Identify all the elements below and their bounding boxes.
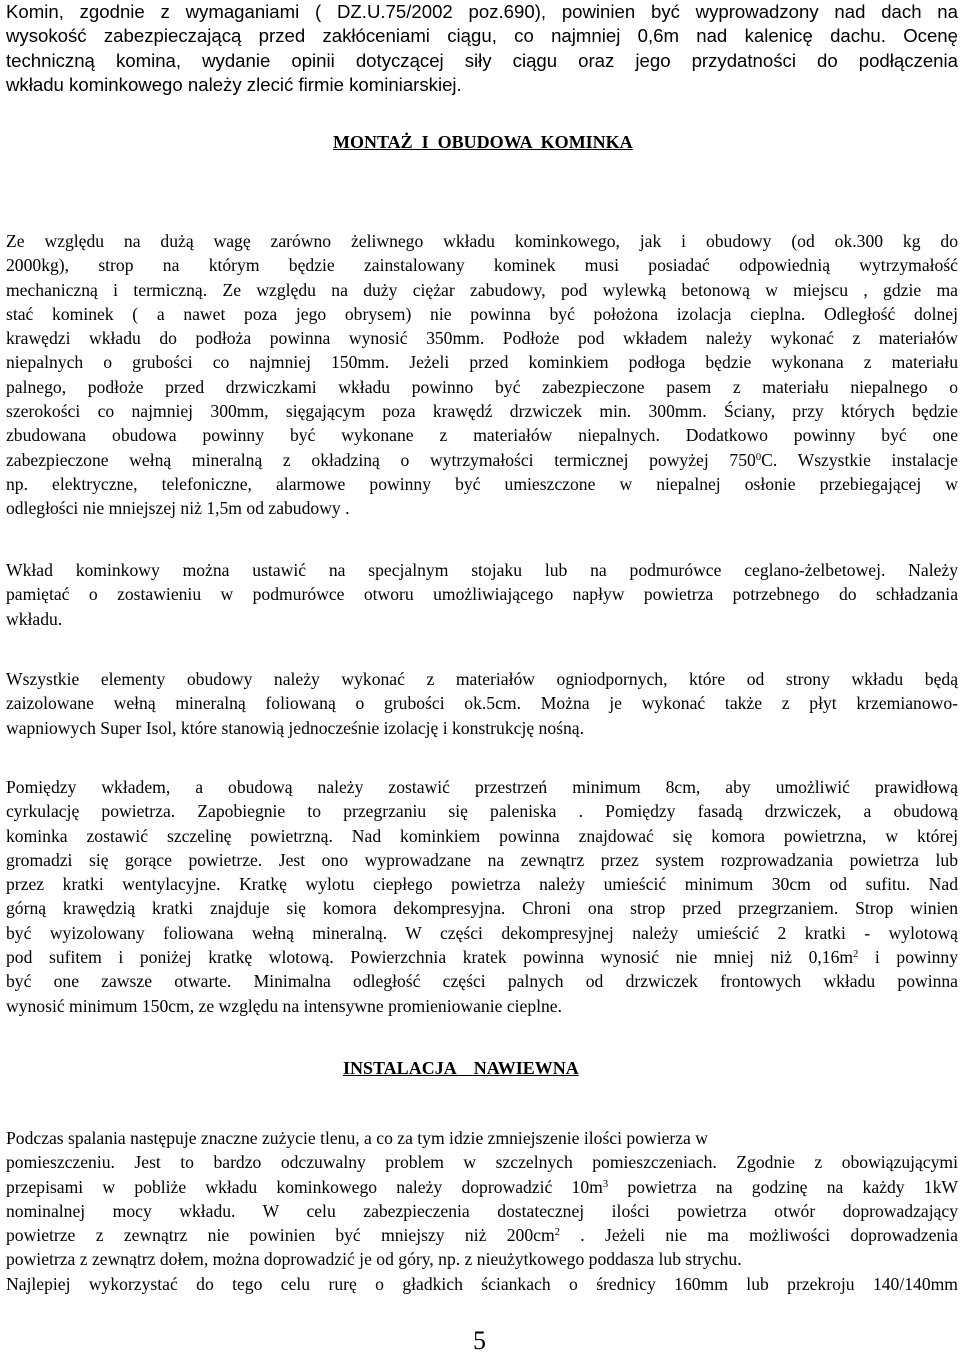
line-text: powietrze z zewnątrz nie powinien być mniejszy niż 200cm — [6, 1225, 555, 1246]
line-text: i powinny — [858, 947, 958, 968]
montaz-paragraph-1 — [6, 229, 958, 521]
paragraph-line: Najlepiej wykorzystać do tego celu rurę o gładkich ściankach o średnicy 160mm lub przekroju 140/140mm — [6, 1273, 958, 1294]
montaz-paragraph-3 — [6, 667, 958, 740]
paragraph-line: kominka zostawić szczelinę powietrzną. Nad kominkiem powinna znajdować się komora powietrzna, w której — [6, 825, 958, 846]
paragraph-line: cyrkulację powietrza. Zapobiegnie to przegrzaniu się paleniska . Pomiędzy fasadą drzwiczek, a obudową — [6, 801, 958, 822]
paragraph-line: Ze względu na dużą wagę zarówno żeliwnego wkładu kominkowego, jak i obudowy (od ok.300 kg do — [6, 231, 958, 251]
instalacja-paragraph-1 — [6, 1126, 958, 1296]
section-heading-montaz: MONTAŻ I OBUDOWA KOMINKA — [333, 132, 633, 152]
paragraph-line: górną krawędzią kratki znajduje się komora dekompresyjna. Chroni ona strop przed przegrzaniem. Strop winien — [6, 898, 958, 919]
line-text: pod sufitem i poniżej kratkę wlotową. Powierzchnia kratek powinna wynosić nie mniej niż 0,16m — [6, 947, 854, 968]
paragraph-line: nominalnej mocy wkładu. W celu zabezpieczenia dostatecznej ilości powietrza otwór doprowadzający — [6, 1200, 958, 1221]
paragraph-line: wapniowych Super Isol, które stanowią jednocześnie izolację i konstrukcję nośną. — [6, 717, 584, 738]
paragraph-line: mechaniczną i termiczną. Ze względu na duży ciężar zabudowy, pod wylewką betonową w miejscu , gdzie ma — [6, 279, 958, 300]
paragraph-line: powietrza z zewnątrz dołem, można doprowadzić je od góry, np. z nieużytkowego poddasza lub strychu. — [6, 1249, 742, 1270]
montaz-paragraph-4 — [6, 775, 958, 1018]
paragraph-line: pomieszczeniu. Jest to bardzo odczuwalny problem w szczelnych pomieszczeniach. Zgodnie z obowiązującymi — [6, 1152, 958, 1173]
page-number: 5 — [473, 1326, 486, 1355]
paragraph-line: krawędzi wkładu do podłoża powinna wynosić 350mm. Podłoże pod wkładem należy wykonać z materiałów — [6, 328, 958, 349]
intro-paragraph — [6, 0, 958, 97]
paragraph-line: szerokości co najmniej 300mm, sięgającym poza krawędź drzwiczek min. 300mm. Ściany, przy których będzie — [6, 401, 958, 422]
paragraph-line: np. elektryczne, telefoniczne, alarmowe powinny być umieszczone w niepalnej osłonie przebiegającej w — [6, 473, 958, 494]
paragraph-line: zbudowana obudowa powinny być wykonane z materiałów niepalnych. Dodatkowo powinny być one — [6, 425, 958, 446]
line-text: C. Wszystkie instalacje — [761, 449, 958, 470]
intro-line: wkładu kominkowego należy zlecić firmie kominiarskiej. — [6, 73, 462, 95]
line-text: zabezpieczone wełną mineralną z okładziną o wytrzymałości termicznej powyżej 750 — [6, 449, 756, 470]
paragraph-line: gromadzi się gorące powietrze. Jest ono wyprowadzane na zewnątrz przez system rozprowadzania powietrza lub — [6, 849, 958, 870]
paragraph-line: pamiętać o zostawieniu w podmurówce otworu umożliwiającego napływ powietrza potrzebnego do schładzania — [6, 584, 958, 605]
paragraph-line: wkładu. — [6, 608, 63, 629]
paragraph-line: Podczas spalania następuje znaczne zużycie tlenu, a co za tym idzie zmniejszenie ilości powierza w — [6, 1128, 708, 1148]
paragraph-line — [6, 448, 958, 472]
paragraph-line: Wszystkie elementy obudowy należy wykonać z materiałów ogniodpornych, które od strony wkładu będą — [6, 669, 958, 689]
line-text: . Jeżeli nie ma możliwości doprowadzenia — [559, 1225, 958, 1246]
superscript: 3 — [602, 1178, 609, 1190]
paragraph-line: zaizolowane wełną mineralną foliowaną o grubości ok.5cm. Można je wykonać także z płyt krzemianowo- — [6, 693, 958, 714]
paragraph-line: niepalnych o grubości co najmniej 150mm. Jeżeli przed kominkiem podłoga będzie wykonana z materiału — [6, 352, 958, 373]
intro-line: Komin, zgodnie z wymaganiami ( DZ.U.75/2002 poz.690), powinien być wyprowadzony nad dach na — [6, 1, 958, 22]
superscript: 0 — [755, 451, 762, 463]
line-text: powietrza na godzinę na każdy 1kW — [608, 1176, 958, 1197]
paragraph-line — [6, 1175, 958, 1199]
paragraph-line — [6, 1223, 958, 1247]
paragraph-line: Pomiędzy wkładem, a obudową należy zostawić przestrzeń minimum 8cm, aby umożliwić prawidłową — [6, 777, 958, 797]
superscript: 2 — [853, 949, 859, 961]
intro-line: techniczną komina, wydanie opinii dotyczącej siły ciągu oraz jego przydatności do podłączenia — [6, 49, 958, 71]
paragraph-line: być one zawsze otwarte. Minimalna odległość części palnych od drzwiczek frontowych wkładu powinna — [6, 971, 958, 992]
paragraph-line: przez kratki wentylacyjne. Kratkę wylotu ciepłego powietrza należy umieścić minimum 30cm od sufitu. Nad — [6, 874, 958, 895]
paragraph-line: być wyizolowany foliowana wełną mineralną. W części dekompresyjnej należy umieścić 2 kratki - wylotową — [6, 922, 958, 943]
superscript: 2 — [554, 1227, 560, 1239]
paragraph-line: stać kominek ( a nawet poza jego obrysem) nie powinna być położona izolacja cieplna. Odległość dolnej — [6, 303, 958, 324]
line-text: przepisami w pobliże wkładu kominkowego należy doprowadzić 10m — [6, 1176, 603, 1197]
section-heading-instalacja: INSTALACJA NAWIEWNA — [343, 1058, 579, 1078]
paragraph-line: odległości nie mniejszej niż 1,5m od zabudowy . — [6, 498, 350, 519]
intro-line: wysokość zabezpieczającą przed zakłóceniami ciągu, co najmniej 0,6m nad kalenicę dachu. Ocenę — [6, 25, 958, 47]
paragraph-line: palnego, podłoże przed drzwiczkami wkładu powinno być zabezpieczone pasem z materiału niepalnego o — [6, 376, 958, 397]
paragraph-line — [6, 945, 958, 969]
paragraph-line: wynosić minimum 150cm, ze względu na intensywne promieniowanie cieplne. — [6, 995, 563, 1016]
paragraph-line: Wkład kominkowy można ustawić na specjalnym stojaku lub na podmurówce ceglano-żelbetowej. Należy — [6, 560, 958, 580]
paragraph-line: 2000kg), strop na którym będzie zainstalowany kominek musi posiadać odpowiednią wytrzymałość — [6, 255, 958, 276]
montaz-paragraph-2 — [6, 558, 958, 631]
